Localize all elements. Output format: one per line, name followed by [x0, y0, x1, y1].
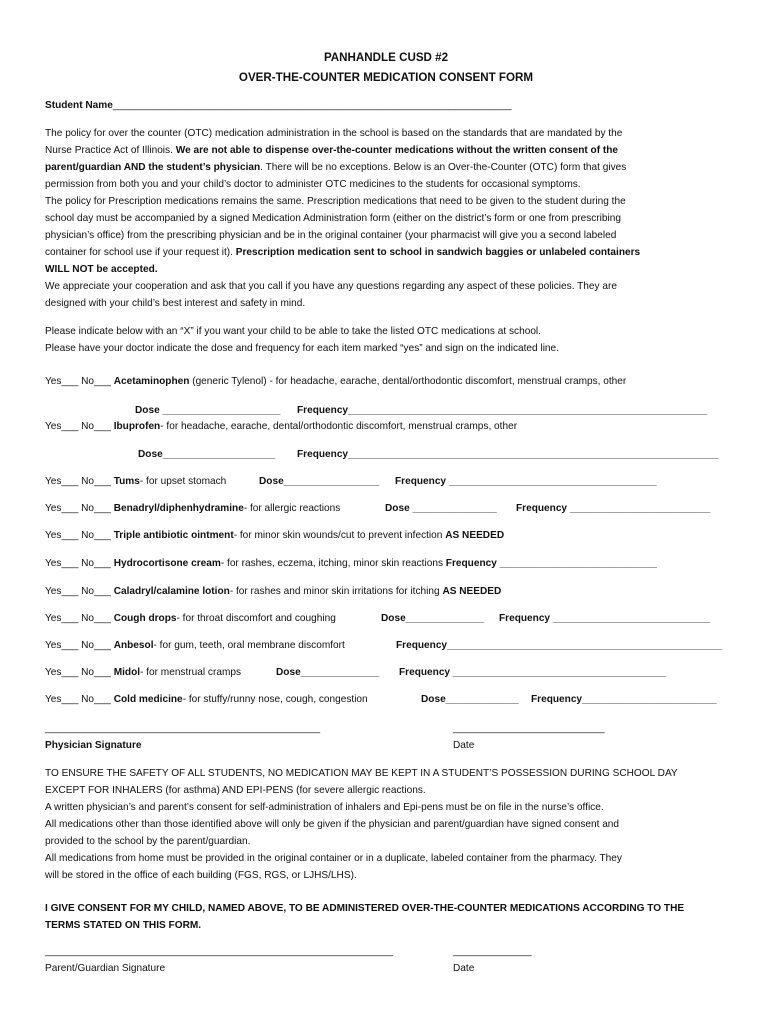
yes-field[interactable]: Yes___: [45, 476, 79, 487]
district-title: PANHANDLE CUSD #2: [323, 51, 449, 64]
instruction-line-1: Please indicate below with an “X” if you want your child to be able to take the listed OTC medications at school.: [45, 326, 541, 337]
rx-line-1: The policy for Prescription medications remains the same. Prescription medications that need to be given to the student during the: [45, 196, 626, 207]
consent-line-1: I GIVE CONSENT FOR MY CHILD, NAMED ABOVE, TO BE ADMINISTERED OVER-THE-COUNTER MEDICATIONS ACCORDING TO THE: [45, 903, 685, 914]
appreciate-line-1: We appreciate your cooperation and ask that you call if you have any questions regarding any aspect of these policies. They are: [45, 281, 617, 292]
frequency-field[interactable]: Frequency__________________________________________________________________: [297, 449, 719, 460]
frequency-field[interactable]: Frequency _________________________: [516, 503, 711, 514]
med-row-ibuprofen: [45, 418, 727, 435]
dose-field[interactable]: Dose _____________________: [135, 405, 281, 416]
no-field[interactable]: No___: [81, 667, 111, 678]
med-desc: - for headache, earache, dental/orthodontic discomfort, menstrual cramps, other: [160, 421, 518, 432]
med-row-triple-antibiotic: [45, 527, 727, 544]
as-needed: AS NEEDED: [445, 530, 505, 541]
physician-signature-label: Physician Signature: [45, 740, 142, 751]
yes-field[interactable]: Yes___: [45, 667, 79, 678]
med-row-acetaminophen: [45, 373, 727, 390]
appreciate-line-2: designed with your child’s best interest and safety in mind.: [45, 298, 306, 309]
med-row-benadryl: [45, 500, 727, 517]
med-desc: - for rashes, eczema, itching, minor skin reactions: [220, 558, 446, 569]
frequency-field[interactable]: Frequency________________________________________________________________: [297, 405, 708, 416]
safety-line-6: All medications from home must be provided in the original container or in a duplicate, labeled container from the pharmacy. They: [45, 853, 622, 864]
yes-field[interactable]: Yes___: [45, 613, 79, 624]
safety-line-3: A written physician’s and parent’s consent for self-administration of inhalers and Epi-pens must be on file in the nurse’s office.: [45, 802, 604, 813]
policy-text: Nurse Practice Act of Illinois.: [45, 145, 176, 156]
policy-line-4: permission from both you and your child’s doctor to administer OTC medicines to the students for occasional symptoms.: [45, 179, 581, 190]
frequency-field[interactable]: Frequency ______________________________________: [399, 667, 667, 678]
safety-line-1: TO ENSURE THE SAFETY OF ALL STUDENTS, NO MEDICATION MAY BE KEPT IN A STUDENT’S POSSESSION DURING SCHOOL DAY: [45, 768, 678, 779]
dose-field[interactable]: Dose_________________: [259, 476, 380, 487]
consent-line-2: TERMS STATED ON THIS FORM.: [45, 920, 202, 931]
dose-field[interactable]: Dose____________________: [138, 449, 275, 460]
med-desc: - for menstrual cramps: [140, 667, 242, 678]
parent-date-field[interactable]: ______________: [453, 946, 532, 957]
rx-line-3: physician’s office) from the prescribing physician and be in the original container (your pharmacist will give you a second labeled: [45, 230, 617, 241]
med-desc: (generic Tylenol) - for headache, earache, dental/orthodontic discomfort, menstrual cramps, other: [189, 376, 627, 387]
dose-field[interactable]: Dose______________: [381, 613, 485, 624]
physician-date-field[interactable]: ___________________________: [453, 723, 605, 734]
med-desc: - for throat discomfort and coughing: [176, 613, 336, 624]
safety-line-5: provided to the school by the parent/guardian.: [45, 836, 251, 847]
med-name: Acetaminophen: [113, 376, 190, 387]
rx-text: container for school use if your request it).: [45, 247, 236, 258]
med-row-midol: [45, 664, 727, 681]
med-name: Caladryl/calamine lotion: [113, 586, 230, 597]
frequency-field[interactable]: Frequency ____________________________: [499, 613, 711, 624]
no-field[interactable]: No___: [81, 640, 111, 651]
policy-line-1: The policy for over the counter (OTC) medication administration in the school is based on the standards that are mandated by the: [45, 128, 623, 139]
med-name: Midol: [113, 667, 141, 678]
instruction-line-2: Please have your doctor indicate the dose and frequency for each item marked “yes” and sign on the indicated line.: [45, 343, 559, 354]
yes-field[interactable]: Yes___: [45, 558, 79, 569]
safety-line-4: All medications other than those identified above will only be given if the physician and parent/guardian have signed consent and: [45, 819, 620, 830]
med-name: Ibuprofen: [113, 421, 161, 432]
med-row-caladryl: [45, 583, 727, 600]
med-desc: - for stuffy/runny nose, cough, congestion: [182, 694, 368, 705]
parent-signature-field[interactable]: ______________________________________________________________: [45, 946, 394, 957]
dose-field[interactable]: Dose______________: [276, 667, 380, 678]
yes-field[interactable]: Yes___: [45, 530, 79, 541]
med-desc: - for gum, teeth, oral membrane discomfort: [153, 640, 345, 651]
policy-bold-2: parent/guardian AND the student’s physician: [45, 162, 261, 173]
med-desc: - for minor skin wounds/cut to prevent infection: [233, 530, 446, 541]
med-row-cough-drops: [45, 610, 727, 627]
med-name: Anbesol: [113, 640, 154, 651]
dose-field[interactable]: Dose _______________: [385, 503, 497, 514]
no-field[interactable]: No___: [81, 694, 111, 705]
policy-line-2: [45, 142, 727, 159]
med-row-hydrocortisone: [45, 555, 727, 572]
yes-field[interactable]: Yes___: [45, 376, 79, 387]
safety-line-7: will be stored in the office of each building (FGS, RGS, or LJHS/LHS).: [45, 870, 357, 881]
med-name: Tums: [113, 476, 140, 487]
frequency-field[interactable]: Frequency ____________________________: [445, 558, 657, 569]
policy-bold: We are not able to dispense over-the-counter medications without the written consent of the: [175, 145, 619, 156]
rx-line-5: WILL NOT be accepted.: [45, 264, 158, 275]
med-row-tums: [45, 473, 727, 490]
safety-line-2: EXCEPT FOR INHALERS (for asthma) AND EPI-PENS (for severe allergic reactions.: [45, 785, 426, 796]
no-field[interactable]: No___: [81, 503, 111, 514]
no-field[interactable]: No___: [81, 421, 111, 432]
student-name-row: [45, 97, 727, 114]
rx-line-4: [45, 244, 727, 261]
med-desc: - for upset stomach: [139, 476, 227, 487]
med-name: Cold medicine: [113, 694, 183, 705]
no-field[interactable]: No___: [81, 476, 111, 487]
med-row-cold-medicine: [45, 691, 727, 708]
frequency-field[interactable]: Frequency_________________________________________________: [396, 640, 723, 651]
frequency-field[interactable]: Frequency _____________________________________: [395, 476, 657, 487]
no-field[interactable]: No___: [81, 530, 111, 541]
yes-field[interactable]: Yes___: [45, 640, 79, 651]
no-field[interactable]: No___: [81, 376, 111, 387]
yes-field[interactable]: Yes___: [45, 421, 79, 432]
med-name: Cough drops: [113, 613, 177, 624]
yes-field[interactable]: Yes___: [45, 586, 79, 597]
policy-text-2: . There will be no exceptions. Below is an Over-the-Counter (OTC) form that gives: [260, 162, 627, 173]
no-field[interactable]: No___: [81, 586, 111, 597]
yes-field[interactable]: Yes___: [45, 694, 79, 705]
as-needed: AS NEEDED: [442, 586, 502, 597]
med-name: Hydrocortisone cream: [113, 558, 221, 569]
med-row-anbesol: [45, 637, 727, 654]
rx-bold: Prescription medication sent to school in sandwich baggies or unlabeled containers: [235, 247, 641, 258]
med-desc: - for rashes and minor skin irritations for itching: [229, 586, 443, 597]
form-title: OVER-THE-COUNTER MEDICATION CONSENT FORM: [238, 71, 534, 84]
frequency-field[interactable]: Frequency________________________: [531, 694, 717, 705]
no-field[interactable]: No___: [81, 613, 111, 624]
med-name: Benadryl/diphenhydramine: [113, 503, 244, 514]
parent-signature-label: Parent/Guardian Signature: [45, 963, 166, 974]
no-field[interactable]: No___: [81, 558, 111, 569]
rx-line-2: school day must be accompanied by a signed Medication Administration form (either on the district’s form or one from prescribing: [45, 213, 621, 224]
physician-date-label: Date: [453, 740, 475, 751]
parent-date-label: Date: [453, 963, 475, 974]
dose-field[interactable]: Dose_____________: [421, 694, 519, 705]
med-name: Triple antibiotic ointment: [113, 530, 234, 541]
med-desc: - for allergic reactions: [243, 503, 341, 514]
student-name-label: Student Name: [45, 100, 113, 111]
physician-signature-field[interactable]: _________________________________________________: [45, 723, 321, 734]
yes-field[interactable]: Yes___: [45, 503, 79, 514]
student-name-field[interactable]: _______________________________________________________________________: [112, 100, 512, 111]
policy-line-3: [45, 159, 727, 176]
